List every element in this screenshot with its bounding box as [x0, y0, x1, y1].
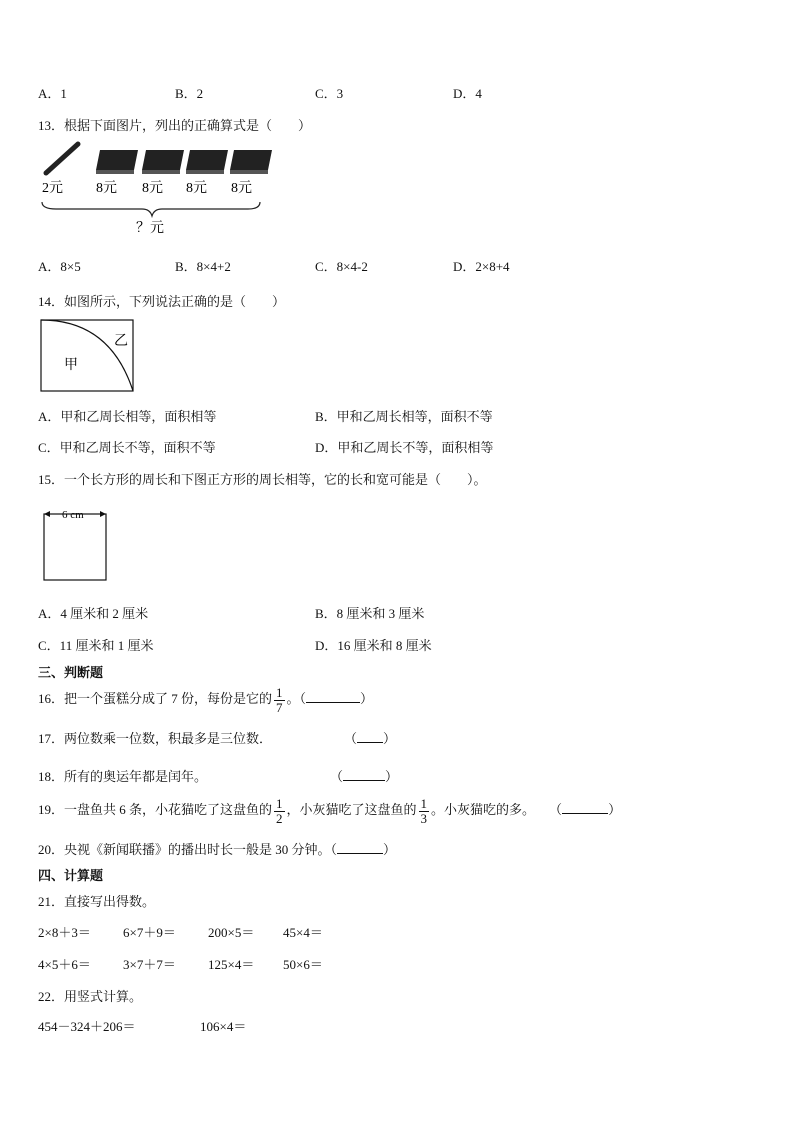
q12-option-a: A．1: [38, 86, 67, 101]
q15-option-d: D．16 厘米和 8 厘米: [315, 638, 432, 653]
q15-figure: [40, 505, 112, 583]
book-icon: [230, 150, 272, 174]
denominator: 2: [276, 810, 283, 826]
numerator: 1: [420, 795, 428, 811]
q15-option-b: B．8 厘米和 3 厘米: [315, 606, 425, 621]
q13-option-d: D．2×8+4: [453, 259, 510, 274]
book-icon: [96, 150, 138, 174]
side-label: 6 cm: [62, 509, 84, 521]
book-icon: [142, 150, 184, 174]
section-heading: 四、计算题: [38, 868, 104, 883]
q18-open: （: [330, 769, 344, 784]
calc-item: 454－324＋206＝: [38, 1019, 136, 1034]
denominator: 7: [276, 699, 283, 715]
q16-text-post: 。（: [286, 691, 307, 706]
q16-text: 16．把一个蛋糕分成了 7 份，每份是它的: [38, 691, 273, 706]
label-jia: 甲: [64, 358, 78, 373]
denominator: 3: [420, 810, 428, 826]
q18-close: ）: [385, 769, 399, 784]
q19-text-post: 。小灰猫吃的多。: [431, 802, 536, 817]
q17-close: ）: [383, 731, 397, 746]
calc-item: 3×7＋7＝: [123, 957, 176, 972]
q19: [38, 795, 621, 826]
calc-item: 4×5＋6＝: [38, 957, 91, 972]
q12-option-b: B．2: [175, 86, 204, 101]
book-price: 8元: [231, 181, 252, 196]
q14-figure: [40, 319, 136, 393]
q18-answer: [330, 766, 398, 785]
section-heading: 三、判断题: [38, 665, 104, 680]
q16: [38, 684, 373, 715]
calc-item: 106×4＝: [200, 1019, 247, 1034]
q16-close: ）: [360, 691, 374, 706]
calc-item: 45×4＝: [283, 925, 323, 940]
q13-option-b: B．8×4+2: [175, 259, 231, 274]
q15-option-a: A．4 厘米和 2 厘米: [38, 606, 149, 621]
calc-item: 50×6＝: [283, 957, 323, 972]
q13-question: 13．根据下面图片，列出的正确算式是（ ）: [38, 118, 312, 133]
q19-text: 19．一盘鱼共 6 条，小花猫吃了这盘鱼的: [38, 802, 273, 817]
q17-question: 17．两位数乘一位数，积最多是三位数．: [38, 731, 273, 746]
brace: [42, 202, 260, 216]
q14-question: 14．如图所示，下列说法正确的是（ ）: [38, 294, 286, 309]
q19-close: ）: [608, 802, 622, 817]
q14-option-d: D．甲和乙周长不等，面积相等: [315, 440, 494, 455]
answer-blank[interactable]: [306, 692, 360, 703]
q17-open: （: [344, 731, 358, 746]
answer-blank[interactable]: [343, 770, 385, 781]
q21-question: 21．直接写出得数。: [38, 894, 156, 909]
book-price: 8元: [96, 181, 117, 196]
label-yi: 乙: [114, 334, 128, 349]
fraction: [274, 797, 285, 826]
total-price: ？元: [136, 221, 164, 236]
q13-option-a: A．8×5: [38, 259, 81, 274]
q17-answer: [344, 728, 396, 747]
calc-item: 200×5＝: [208, 925, 255, 940]
numerator: 1: [276, 684, 283, 700]
q12-option-d: D．4: [453, 86, 482, 101]
q20: [38, 839, 396, 858]
calc-item: 6×7＋9＝: [123, 925, 176, 940]
book-price: 8元: [186, 181, 207, 196]
q14-option-b: B．甲和乙周长相等，面积不等: [315, 409, 493, 424]
q15-option-c: C．11 厘米和 1 厘米: [38, 638, 154, 653]
q22-question: 22．用竖式计算。: [38, 989, 143, 1004]
answer-blank[interactable]: [337, 843, 383, 854]
numerator: 1: [276, 795, 283, 811]
q19-open: （: [549, 802, 563, 817]
q14-option-a: A．甲和乙周长相等，面积相等: [38, 409, 217, 424]
q20-close: ）: [383, 842, 397, 857]
calc-item: 2×8＋3＝: [38, 925, 91, 940]
q12-option-c: C．3: [315, 86, 344, 101]
q13-figure: [38, 138, 278, 238]
fraction: [419, 797, 430, 826]
q18-question: 18．所有的奥运年都是闰年。: [38, 769, 208, 784]
q20-text: 20．央视《新闻联播》的播出时长一般是 30 分钟。（: [38, 842, 338, 857]
answer-blank[interactable]: [357, 732, 383, 743]
q19-text-mid: ，小灰猫吃了这盘鱼的: [286, 802, 417, 817]
q13-option-c: C．8×4-2: [315, 259, 368, 274]
book-price: 8元: [142, 181, 163, 196]
calc-item: 125×4＝: [208, 957, 255, 972]
pen-price: 2元: [42, 181, 63, 196]
fraction: [274, 686, 285, 715]
pen-icon: [44, 144, 78, 175]
q15-question: 15．一个长方形的周长和下图正方形的周长相等，它的长和宽可能是（ ）。: [38, 472, 487, 487]
q14-option-c: C．甲和乙周长不等，面积不等: [38, 440, 216, 455]
answer-blank[interactable]: [562, 803, 608, 814]
book-icon: [186, 150, 228, 174]
